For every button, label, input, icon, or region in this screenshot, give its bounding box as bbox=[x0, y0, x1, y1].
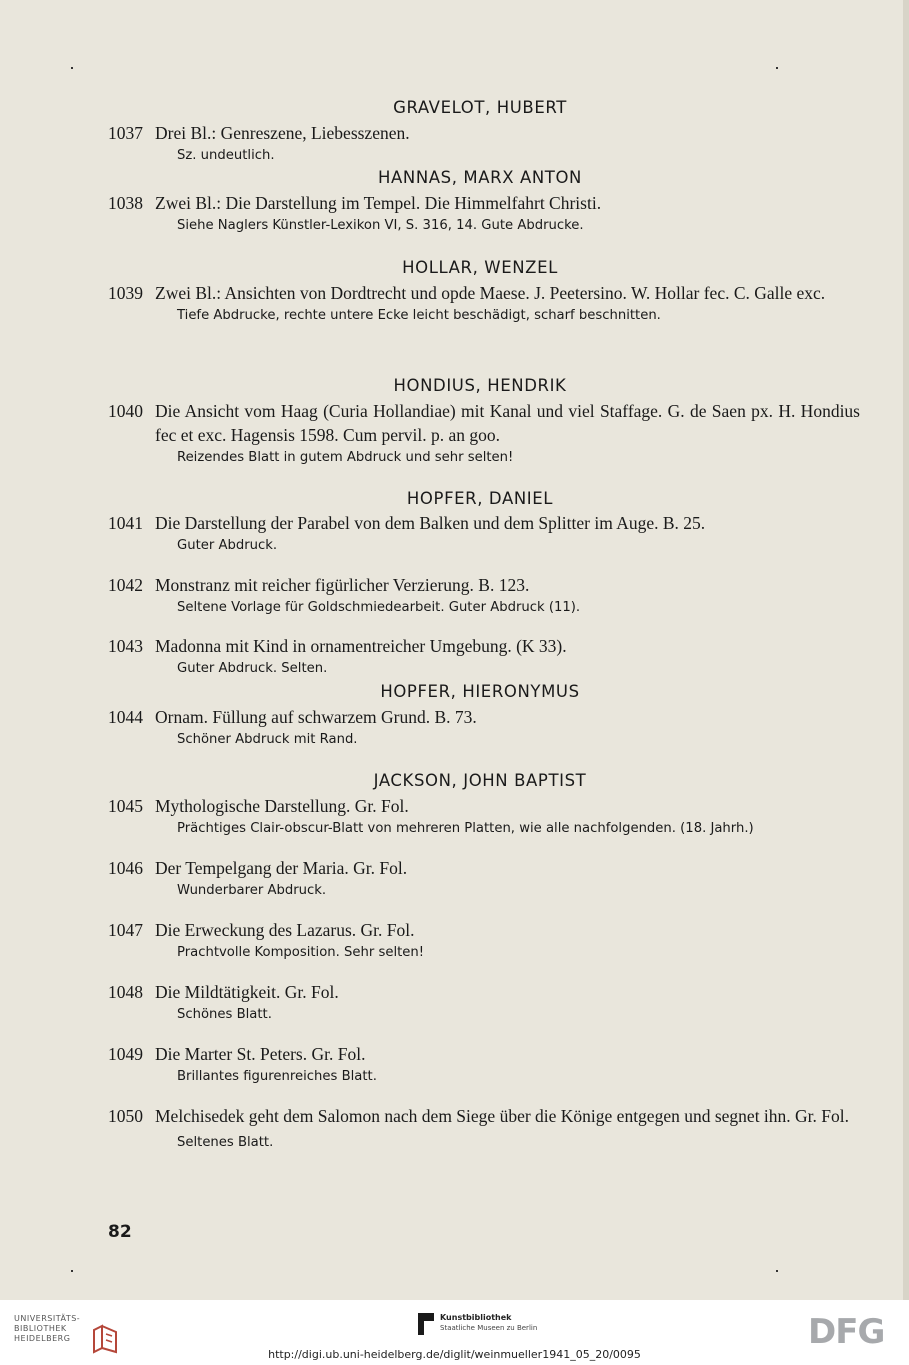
lot-number: 1041 bbox=[108, 513, 143, 533]
lot-note: Wunderbarer Abdruck. bbox=[177, 883, 327, 898]
ub-logo-line: HEIDELBERG bbox=[14, 1334, 71, 1343]
artist-heading: GRAVELOT, HUBERT bbox=[393, 98, 567, 117]
catalog-entry-1050 bbox=[108, 1104, 860, 1152]
catalog-entry-1042 bbox=[108, 573, 860, 617]
artist-heading: HANNAS, MARX ANTON bbox=[377, 168, 582, 187]
permalink-url[interactable]: http://digi.ub.uni-heidelberg.de/diglit/weinmueller1941_05_20/0095 bbox=[268, 1348, 641, 1361]
catalog-entry-1047 bbox=[108, 918, 860, 962]
lot-title: Die Erweckung des Lazarus. Gr. Fol. bbox=[155, 920, 415, 940]
catalog-entry-1039 bbox=[108, 281, 860, 325]
lot-number: 1042 bbox=[108, 575, 143, 595]
viewer-footer bbox=[0, 1300, 909, 1365]
lot-number: 1039 bbox=[108, 283, 143, 303]
dfg-logo[interactable]: DFG bbox=[808, 1312, 885, 1352]
kb-subtitle: Staatliche Museen zu Berlin bbox=[440, 1324, 538, 1332]
lot-number: 1047 bbox=[108, 920, 143, 940]
catalog-entry-1041 bbox=[108, 511, 860, 555]
artist-heading: HONDIUS, HENDRIK bbox=[393, 376, 567, 395]
lot-note: Guter Abdruck. bbox=[177, 538, 278, 553]
lot-note: Siehe Naglers Künstler-Lexikon VI, S. 316, 14. Gute Abdrucke. bbox=[177, 218, 584, 233]
catalog-entry-1046 bbox=[108, 856, 860, 900]
lot-title: Ornam. Füllung auf schwarzem Grund. B. 73. bbox=[155, 707, 477, 727]
ub-logo-line: BIBLIOTHEK bbox=[14, 1324, 67, 1333]
catalog-entry-1040 bbox=[108, 399, 860, 467]
artist-heading: HOPFER, DANIEL bbox=[406, 489, 554, 508]
artist-heading: HOPFER, HIERONYMUS bbox=[380, 682, 580, 701]
lot-note: Seltene Vorlage für Goldschmiedearbeit. Guter Abdruck (11). bbox=[177, 600, 581, 615]
lot-title: Die Marter St. Peters. Gr. Fol. bbox=[155, 1044, 366, 1064]
catalog-entry-1037 bbox=[108, 121, 860, 165]
lot-number: 1043 bbox=[108, 636, 143, 656]
lot-note: Seltenes Blatt. bbox=[177, 1135, 274, 1150]
lot-number: 1045 bbox=[108, 796, 143, 816]
lot-number: 1038 bbox=[108, 193, 143, 213]
artist-heading: JACKSON, JOHN BAPTIST bbox=[373, 771, 587, 790]
catalog-entry-1048 bbox=[108, 980, 860, 1024]
lot-title: Die Ansicht vom Haag (Curia Hollandiae) mit Kanal und viel Staffage. G. de Saen px. H. Hondius fec et exc. Hagensis 1598. Cum pervil. p. an goo. bbox=[155, 401, 860, 445]
lot-title: Monstranz mit reicher figürlicher Verzierung. B. 123. bbox=[155, 575, 530, 595]
lot-title: Madonna mit Kind in ornamentreicher Umgebung. (K 33). bbox=[155, 636, 567, 656]
lot-note: Prächtiges Clair-obscur-Blatt von mehreren Platten, wie alle nachfolgenden. (18. Jahrh.) bbox=[177, 821, 754, 836]
lot-title: Zwei Bl.: Die Darstellung im Tempel. Die Himmelfahrt Christi. bbox=[155, 193, 602, 213]
lot-title: Zwei Bl.: Ansichten von Dordtrecht und opde Maese. J. Peetersino. W. Hollar fec. C. Galle exc. bbox=[155, 283, 826, 303]
artist-heading: HOLLAR, WENZEL bbox=[402, 258, 558, 277]
lot-note: Guter Abdruck. Selten. bbox=[177, 661, 328, 676]
lot-title: Die Darstellung der Parabel von dem Balken und dem Splitter im Auge. B. 25. bbox=[155, 513, 706, 533]
lot-number: 1044 bbox=[108, 707, 143, 727]
catalog-entry-1045 bbox=[108, 794, 860, 838]
lot-title: Der Tempelgang der Maria. Gr. Fol. bbox=[155, 858, 408, 878]
lot-title: Melchisedek geht dem Salomon nach dem Siege über die Könige entgegen und segnet ihn. Gr. Fol. bbox=[155, 1106, 850, 1126]
lot-note: Sz. undeutlich. bbox=[177, 148, 275, 163]
kunstbibliothek-mark-icon bbox=[418, 1313, 434, 1335]
lot-number: 1046 bbox=[108, 858, 143, 878]
lot-number: 1049 bbox=[108, 1044, 143, 1064]
lot-number: 1050 bbox=[108, 1106, 143, 1126]
catalog-entry-1044 bbox=[108, 705, 860, 749]
lot-title: Drei Bl.: Genreszene, Liebesszenen. bbox=[155, 123, 410, 143]
lot-number: 1037 bbox=[108, 123, 143, 143]
lot-note: Schönes Blatt. bbox=[177, 1007, 272, 1022]
lot-number: 1040 bbox=[108, 401, 143, 421]
lot-note: Reizendes Blatt in gutem Abdruck und sehr selten! bbox=[177, 450, 514, 465]
lot-note: Prachtvolle Komposition. Sehr selten! bbox=[177, 945, 425, 960]
kb-title: Kunstbibliothek bbox=[440, 1313, 512, 1322]
catalog-entry-1038 bbox=[108, 191, 860, 235]
lot-number: 1048 bbox=[108, 982, 143, 1002]
ub-heidelberg-logo[interactable] bbox=[14, 1314, 134, 1344]
lot-note: Brillantes figurenreiches Blatt. bbox=[177, 1069, 377, 1084]
ub-logo-line: UNIVERSITÄTS- bbox=[14, 1314, 81, 1323]
catalog-entry-1043 bbox=[108, 634, 860, 678]
catalog-entry-1049 bbox=[108, 1042, 860, 1086]
lot-note: Schöner Abdruck mit Rand. bbox=[177, 732, 358, 747]
lot-note: Tiefe Abdrucke, rechte untere Ecke leicht beschädigt, scharf beschnitten. bbox=[177, 308, 661, 323]
lot-title: Die Mildtätigkeit. Gr. Fol. bbox=[155, 982, 339, 1002]
lot-title: Mythologische Darstellung. Gr. Fol. bbox=[155, 796, 409, 816]
page-number: 82 bbox=[108, 1222, 132, 1242]
